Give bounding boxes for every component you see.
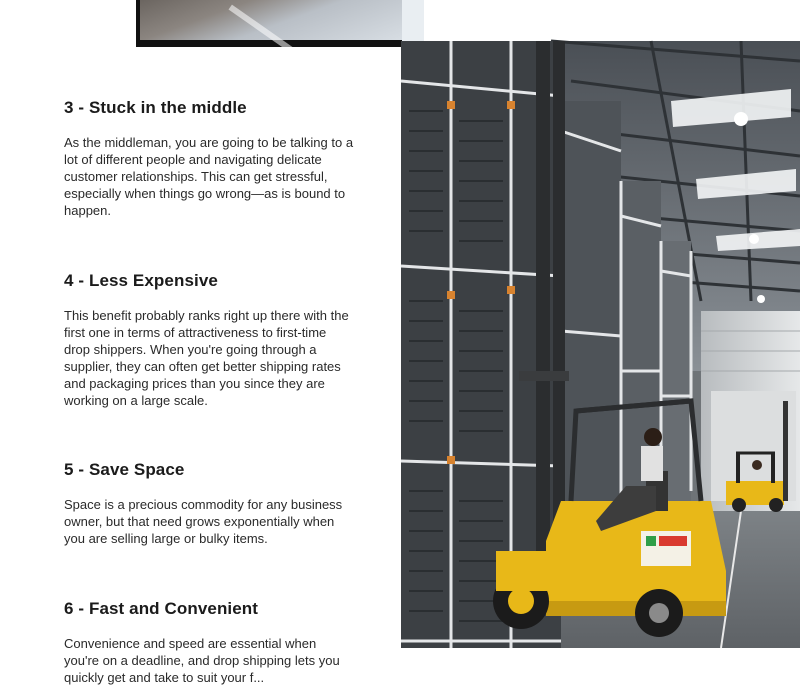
top-partial-photo: [140, 0, 402, 40]
section-body: Convenience and speed are essential when you're on a deadline, and drop shipping lets you quickly get and take to suit your f...: [64, 636, 340, 685]
section-body: As the middleman, you are going to be talking to a lot of different people and navigating delicate customer relationships. This can get stressful, especially when things go wrong—as is bound to happen.: [64, 135, 354, 218]
section-fast-and-convenient: [64, 599, 354, 686]
section-less-expensive: [64, 271, 354, 409]
section-heading: 4 - Less Expensive: [64, 271, 218, 290]
section-stuck-in-the-middle: [64, 98, 354, 219]
section-heading: 5 - Save Space: [64, 460, 185, 479]
top-photo-edge: [402, 0, 424, 47]
section-body: This benefit probably ranks right up there with the first one in terms of attractiveness to first-time drop shippers. When you're going through a supplier, they can often get better shipping rates and packaging prices than you since they are working on a large scale.: [64, 308, 349, 408]
section-save-space: [64, 460, 354, 547]
section-body: Space is a precious commodity for any business owner, but that need grows exponentially when you are selling large or bulky items.: [64, 497, 343, 546]
warehouse-forklift-photo: [401, 41, 800, 648]
top-photo-highlight: [229, 5, 298, 56]
section-heading: 6 - Fast and Convenient: [64, 599, 259, 618]
section-heading: 3 - Stuck in the middle: [64, 98, 247, 117]
